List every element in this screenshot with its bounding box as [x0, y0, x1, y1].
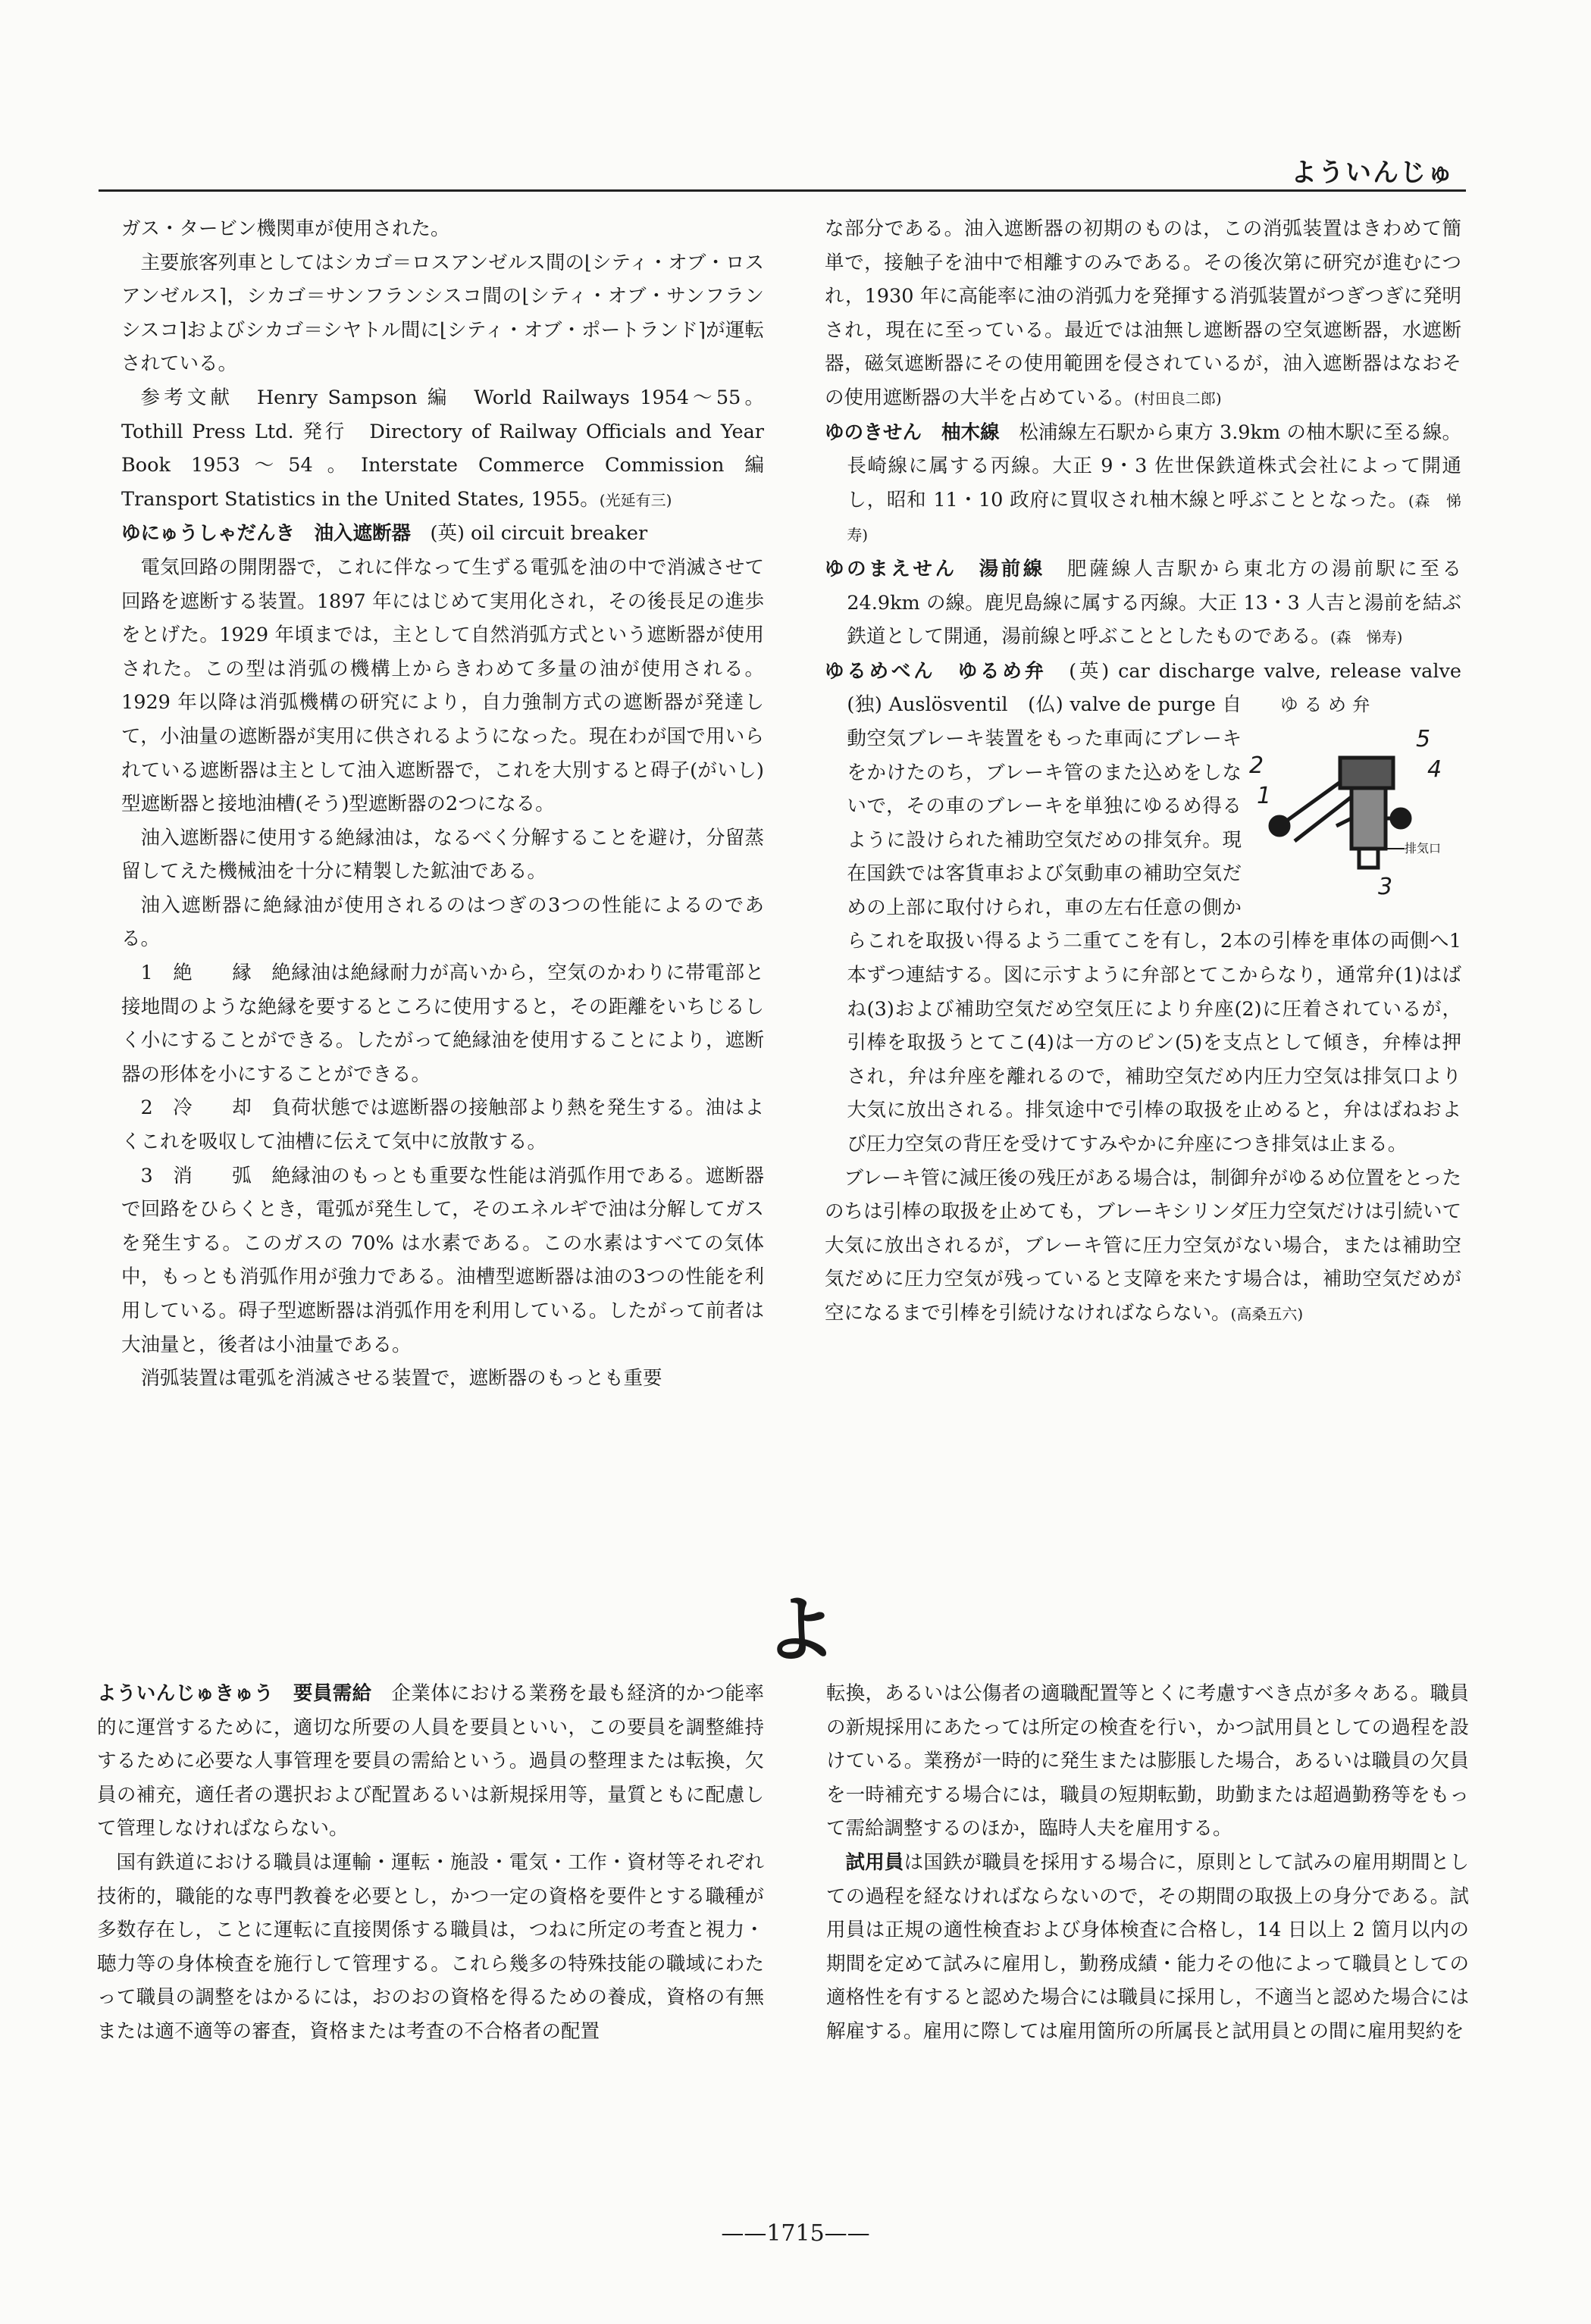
- column-left-bottom: [97, 1677, 764, 2049]
- section-kana-heading: よ: [764, 1587, 837, 1672]
- paragraph: [121, 381, 784, 517]
- figure-label: 2: [1249, 752, 1264, 780]
- paragraph: 転換，あるいは公傷者の適職配置等とくに考慮すべき点が多々ある。職員の新規採用にあたっては所定の検査を行い，かつ試用員としての過程を設けている。業務が一時的に発生または膨脹した場合，あるいは職員の欠員を一時補充する場合には，職員の短期転勤，助勤または超過勤務等をもって需給調整するのほか，臨時人夫を雇用する。: [826, 1682, 1469, 1841]
- release-valve-figure: [1249, 688, 1461, 915]
- paragraph: 油入遮断器に絶縁油が使用されるのはつぎの3つの性能によるのである。: [121, 893, 764, 951]
- paragraph: 国有鉄道における職員は運輸・運転・施設・電気・工作・資材等それぞれ技術的，職能的な専門教養を必要とし，かつ一定の資格を要件とする職種が多数存在し，ことに運転に直接関係する職員は，つねに所定の考査と視力・聴力等の身体検査を施行して管理する。これら幾多の特殊技能の職域にわたって職員の調整をはかるには，おのおの資格を得るための養成，資格の有無または適不適等の審査，資格または考査の不合格者の配置: [97, 1850, 764, 2043]
- entry-youin: よういんじゅきゅう 要員需給 企業体における業務を最も経済的かつ能率的に運営するために，適切な所要の人員を要員といい，この要員を調整維持するために必要な人事管理を要員の需給という。過員の整理または転換，欠員の補充，適任者の選択および配置あるいは新規採用等，量質ともに配慮して管理しなければならない。: [97, 1682, 764, 1841]
- list-item: 1 絶 縁 絶縁油は絶縁耐力が高いから，空気のかわりに帯電部と接地間のような絶縁を要するところに使用すると，その距離をいちじるしく小にすることができる。したがって絶縁油を使用することにより，遮断器の形体を小にすることができる。: [121, 962, 764, 1086]
- signature: (森 悌寿): [1329, 628, 1403, 647]
- headword: ゆにゅうしゃだんき 油入遮断器: [121, 522, 411, 546]
- term-bold: 試用員: [845, 1850, 904, 1874]
- release-valve-diagram: [1249, 712, 1461, 909]
- page-number: ——1715——: [721, 2220, 870, 2247]
- list-item: 2 冷 却 負荷状態では遮断器の接触部より熱を発生する。油はよくこれを吸収して油槽に伝えて気中に放散する。: [121, 1096, 764, 1154]
- headword: ゆのきせん 柚木線: [825, 421, 1000, 444]
- paragraph: 電気回路の開閉器で，これに伴なって生ずる電弧を油の中で消滅させて回路を遮断する装置。1897 年にはじめて実用化され，その後長足の進歩をとげた。1929 年頃までは，主として自然消弧方式という遮断器が使用された。この型は消弧の機構上からきわめて多量の油が使用される。1929 年以降は消弧機構の研究により，自力強制方式の遮断器が発達して，小油量の遮断器が実用に供されるようになった。現在わが国で用いられている遮断器は主として油入遮断器で，これを大別すると碍子(がいし)型遮断器と接地油槽(そう)型遮断器の2つになる。: [121, 555, 764, 816]
- signature: (光延有三): [599, 490, 672, 509]
- running-head: よういんじゅ: [1291, 158, 1455, 188]
- entry-yunoki: ゆのきせん 柚木線 松浦線左石駅から東方 3.9km の柚木駅に至る線。長崎線に属する丙線。大正 9・3 佐世保鉄道株式会社によって開通し，昭和 11・10 政府に買収され柚木線と呼ぶこととなった。(森 悌寿): [825, 421, 1461, 545]
- column-right-bottom: [826, 1677, 1469, 2049]
- language-equivalents: (英) oil circuit breaker: [430, 522, 648, 546]
- figure-label: 3: [1378, 874, 1393, 901]
- entry-yunyu: [121, 517, 764, 551]
- signature: (村田良二郎): [1134, 389, 1222, 408]
- signature: (森 悌寿): [847, 491, 1461, 545]
- column-right-top: [825, 212, 1481, 1331]
- paragraph: 油入遮断器に使用する絶縁油は，なるべく分解することを避け，分留蒸留してえた機械油を十分に精製した鉱油である。: [121, 826, 764, 884]
- paragraph: 主要旅客列車としてはシカゴ＝ロスアンゼルス間の⌊シティ・オブ・ロスアンゼルス⌉，シカゴ＝サンフランシスコ間の⌊シティ・オブ・サンフランシスコ⌉およびシカゴ＝シヤトル間に⌊シティ・オブ・ポートランド⌉が運転されている。: [121, 251, 764, 376]
- reference-text: 参考文献 Henry Sampson 編 World Railways 1954～55。Tothill Press Ltd. 発行 Directory of Railway Officials and Year Book 1953～54。Interstate Commerce Commission 編 Transport Statistics in the United States, 1955。: [121, 386, 784, 511]
- paragraph: 試用員は国鉄が職員を採用する場合に，原則として試みの雇用期間としての過程を経なければならないので，その期間の取扱上の身分である。試用員は正規の適性検査および身体検査に合格し，14 日以上 2 箇月以内の期間を定めて試みに雇用し，勤務成績・能力その他によって職員としての適格性を有すると認めた場合には職員に採用し，不適当と認めた場合には解雇する。雇用に際しては雇用箇所の所属長と試用員との間に雇用契約を: [826, 1850, 1469, 2043]
- entry-yurume: ゆるめべん ゆるめ弁 (英) car discharge valve, release valve (独) Auslösventil (仏) valve de purge ゆ る め 弁 1 2 3 4 5 排気口 自動空気ブレーキ装置をもった車両にブレーキをかけたのち，ブレーキ管のまた込めをしないで，その車のブレーキを単独にゆるめ得るように設けられた補助空気だめの排気弁。現在国鉄では客貨車および気動車の補助空気だめの上部に取付けられ，車の左右任意の側からこれを取扱い得るよう二重てこを有し，2本の引棒を車体の両側へ1本ずつ連結する。図に示すように弁部とてこからなり，通常弁(1)はばね(3)および補助空気だめ空気圧により弁座(2)に圧着されているが，引棒を取扱うとてこ(4)は一方のピン(5)を支点として傾き，弁棒は押され，弁は弁座を離れるので，補助空気だめ内圧力空気は排気口より大気に放出される。排気途中で引棒の取扱を止めると，弁はばねおよび圧力空気の背圧を受けてすみやかに弁座につき排気は止まる。: [825, 659, 1481, 1156]
- column-left-top: [121, 212, 784, 1396]
- signature: (高桑五六): [1230, 1305, 1304, 1323]
- headword: ゆのまえせん 湯前線: [825, 557, 1045, 580]
- headword: ゆるめべん ゆるめ弁: [825, 659, 1047, 683]
- figure-label: 5: [1416, 726, 1431, 753]
- paragraph: ガス・タービン機関車が使用された。: [121, 217, 450, 240]
- headword: よういんじゅきゅう 要員需給: [97, 1682, 372, 1705]
- figure-caption: ゆ る め 弁: [1279, 694, 1370, 716]
- list-item: 3 消 弧 絶縁油のもっとも重要な性能は消弧作用である。遮断器で回路をひらくとき，電弧が発生して，そのエネルギで油は分解してガスを発生する。このガスの 70% は水素である。この水素はすべての気体中，もっとも消弧作用が強力である。油槽型遮断器は油の3つの性能を利用している。碍子型遮断器は消弧作用を利用している。したがって前者は大油量と，後者は小油量である。: [121, 1164, 764, 1356]
- header-rule: [99, 189, 1466, 192]
- figure-label: 排気口: [1405, 841, 1442, 856]
- figure-label: 1: [1257, 783, 1272, 810]
- language-equivalents: (英) car discharge valve, release valve (独) Auslösventil (仏) valve de purge: [847, 659, 1481, 717]
- figure-label: 4: [1427, 756, 1442, 784]
- paragraph: 消弧装置は電弧を消滅させる装置で，遮断器のもっとも重要: [140, 1367, 662, 1390]
- paragraph: ブレーキ管に減圧後の残圧がある場合は，制御弁がゆるめ位置をとったのちは引棒の取扱を止めても，ブレーキシリンダ圧力空気だけは引続いて大気に放出されるが，ブレーキ管に圧力空気がない場合，または補助空気だめに圧力空気が残っていると支障を来たす場合は，補助空気だめが空になるまで引棒を引続けなければならない。(高桑五六): [825, 1166, 1461, 1325]
- entry-yunomae: ゆのまえせん 湯前線 肥薩線人吉駅から東北方の湯前駅に至る 24.9km の線。鹿児島線に属する丙線。大正 13・3 人吉と湯前を結ぶ鉄道として開通，湯前線と呼ぶこととしたものである。(森 悌寿): [825, 557, 1461, 649]
- paragraph: な部分である。油入遮断器の初期のものは，この消弧装置はきわめて簡単で，接触子を油中で相離すのみである。その後次第に研究が進むにつれ，1930 年に高能率に油の消弧力を発揮する消弧装置がつぎつぎに発明され，現在に至っている。最近では油無し遮断器の空気遮断器，水遮断器，磁気遮断器にその使用範囲を侵されているが，油入遮断器はなおその使用遮断器の大半を占めている。(村田良二郎): [825, 217, 1461, 409]
